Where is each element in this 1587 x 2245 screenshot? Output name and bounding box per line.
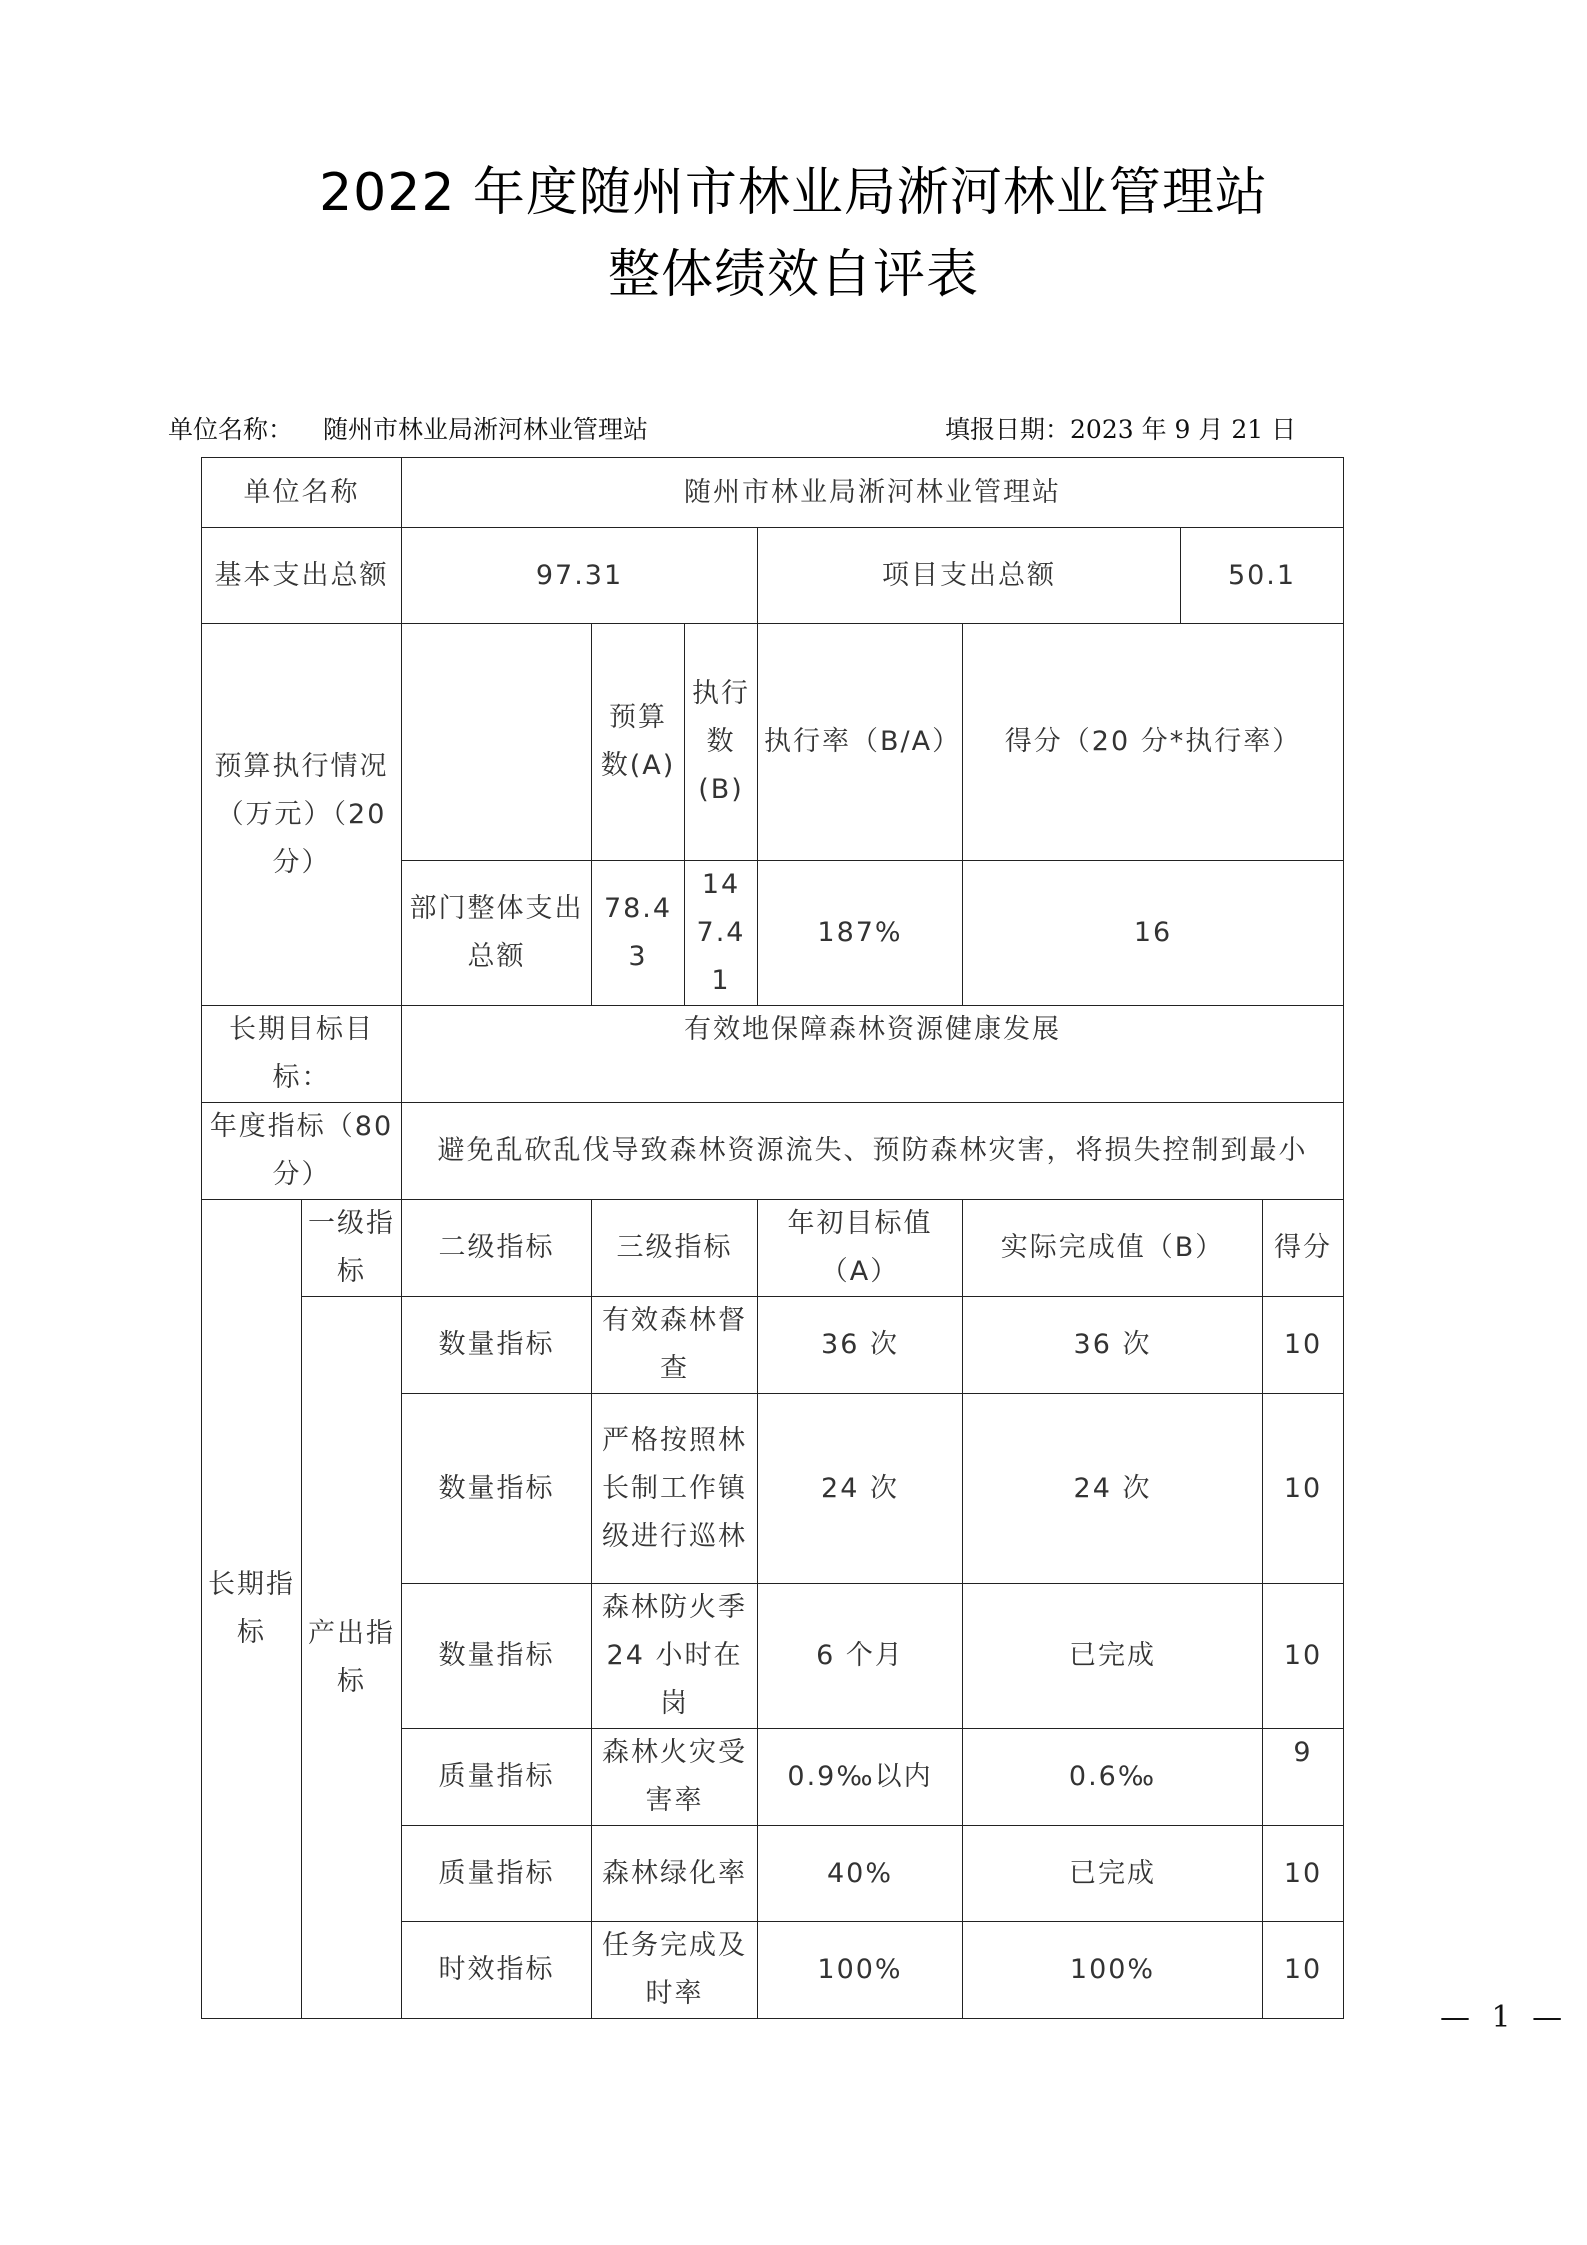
budget-amount-header: 预算数(A) <box>592 624 685 861</box>
expense-row <box>202 528 1344 624</box>
target-cell: 100% <box>758 1922 963 2019</box>
output-indicator-cell: 产出指标 <box>302 1297 402 2019</box>
indicator-header-row <box>202 1200 1344 1297</box>
actual-header: 实际完成值（B） <box>963 1200 1263 1297</box>
score-cell: 10 <box>1263 1584 1344 1729</box>
level3-cell: 任务完成及时率 <box>592 1922 758 2019</box>
dept-rate-value: 187% <box>758 861 963 1006</box>
report-date-line <box>945 410 1296 446</box>
page-title: 2022 年度随州市林业局淅河林业管理站 <box>319 163 1268 223</box>
level2-cell: 时效指标 <box>402 1922 592 2019</box>
project-expense-value: 50.1 <box>1181 528 1344 624</box>
actual-cell: 0.6‰ <box>963 1729 1263 1826</box>
actual-cell: 已完成 <box>963 1584 1263 1729</box>
level2-cell: 质量指标 <box>402 1826 592 1922</box>
longterm-goal-label: 长期目标目标： <box>202 1006 402 1103</box>
unit-name-label: 单位名称： <box>168 415 294 444</box>
level3-cell: 森林火灾受害率 <box>592 1729 758 1826</box>
actual-cell: 已完成 <box>963 1826 1263 1922</box>
level1-header: 一级指标 <box>302 1200 402 1297</box>
level3-cell: 森林绿化率 <box>592 1826 758 1922</box>
executed-amount-header: 执行数(B) <box>685 624 758 861</box>
unit-name-line <box>168 410 648 446</box>
actual-cell: 36 次 <box>963 1297 1263 1394</box>
longterm-goal-value: 有效地保障森林资源健康发展 <box>402 1006 1344 1103</box>
unit-name-value: 随州市林业局淅河林业管理站 <box>323 415 649 444</box>
basic-expense-label: 基本支出总额 <box>202 528 402 624</box>
target-header: 年初目标值（A） <box>758 1200 963 1297</box>
annual-indicator-value: 避免乱砍乱伐导致森林资源流失、预防森林灾害，将损失控制到最小 <box>402 1103 1344 1200</box>
target-cell: 40% <box>758 1826 963 1922</box>
level2-cell: 质量指标 <box>402 1729 592 1826</box>
report-date-value: 2023 年 9 月 21 日 <box>1070 415 1297 444</box>
budget-score-header: 得分（20 分*执行率） <box>963 624 1344 861</box>
score-cell: 9 <box>1263 1729 1344 1826</box>
report-date-label: 填报日期： <box>945 415 1071 444</box>
unit-label-cell: 单位名称 <box>202 458 402 528</box>
score-cell: 10 <box>1263 1826 1344 1922</box>
unit-value-cell: 随州市林业局淅河林业管理站 <box>402 458 1344 528</box>
level2-cell: 数量指标 <box>402 1394 592 1584</box>
execution-rate-header: 执行率（B/A） <box>758 624 963 861</box>
budget-blank-cell <box>402 624 592 861</box>
level2-header: 二级指标 <box>402 1200 592 1297</box>
target-cell: 24 次 <box>758 1394 963 1584</box>
project-expense-label: 项目支出总额 <box>758 528 1181 624</box>
basic-expense-value: 97.31 <box>402 528 758 624</box>
actual-cell: 100% <box>963 1922 1263 2019</box>
unit-row <box>202 458 1344 528</box>
actual-cell: 24 次 <box>963 1394 1263 1584</box>
dept-executed-value: 147.41 <box>685 861 758 1006</box>
target-cell: 6 个月 <box>758 1584 963 1729</box>
annual-indicator-row <box>202 1103 1344 1200</box>
target-cell: 36 次 <box>758 1297 963 1394</box>
table-row <box>202 1297 1344 1394</box>
dept-budget-value: 78.43 <box>592 861 685 1006</box>
level2-cell: 数量指标 <box>402 1584 592 1729</box>
dept-total-label: 部门整体支出总额 <box>402 861 592 1006</box>
longterm-goal-row <box>202 1006 1344 1103</box>
level3-header: 三级指标 <box>592 1200 758 1297</box>
performance-table <box>201 457 1344 2019</box>
level3-cell: 严格按照林长制工作镇级进行巡林 <box>592 1394 758 1584</box>
page-subtitle: 整体绩效自评表 <box>607 245 979 305</box>
score-header: 得分 <box>1263 1200 1344 1297</box>
score-cell: 10 <box>1263 1297 1344 1394</box>
dept-score-value: 16 <box>963 861 1344 1006</box>
score-cell: 10 <box>1263 1922 1344 2019</box>
annual-indicator-label: 年度指标（80 分） <box>202 1103 402 1200</box>
page-number: — 1 — <box>1440 2000 1569 2035</box>
target-cell: 0.9‰以内 <box>758 1729 963 1826</box>
budget-execution-label: 预算执行情况（万元）（20 分） <box>202 624 402 1006</box>
level3-cell: 有效森林督查 <box>592 1297 758 1394</box>
long-indicator-cell: 长期指标 <box>202 1200 302 2019</box>
budget-header-row <box>202 624 1344 861</box>
level2-cell: 数量指标 <box>402 1297 592 1394</box>
score-cell: 10 <box>1263 1394 1344 1584</box>
level3-cell: 森林防火季 24 小时在岗 <box>592 1584 758 1729</box>
